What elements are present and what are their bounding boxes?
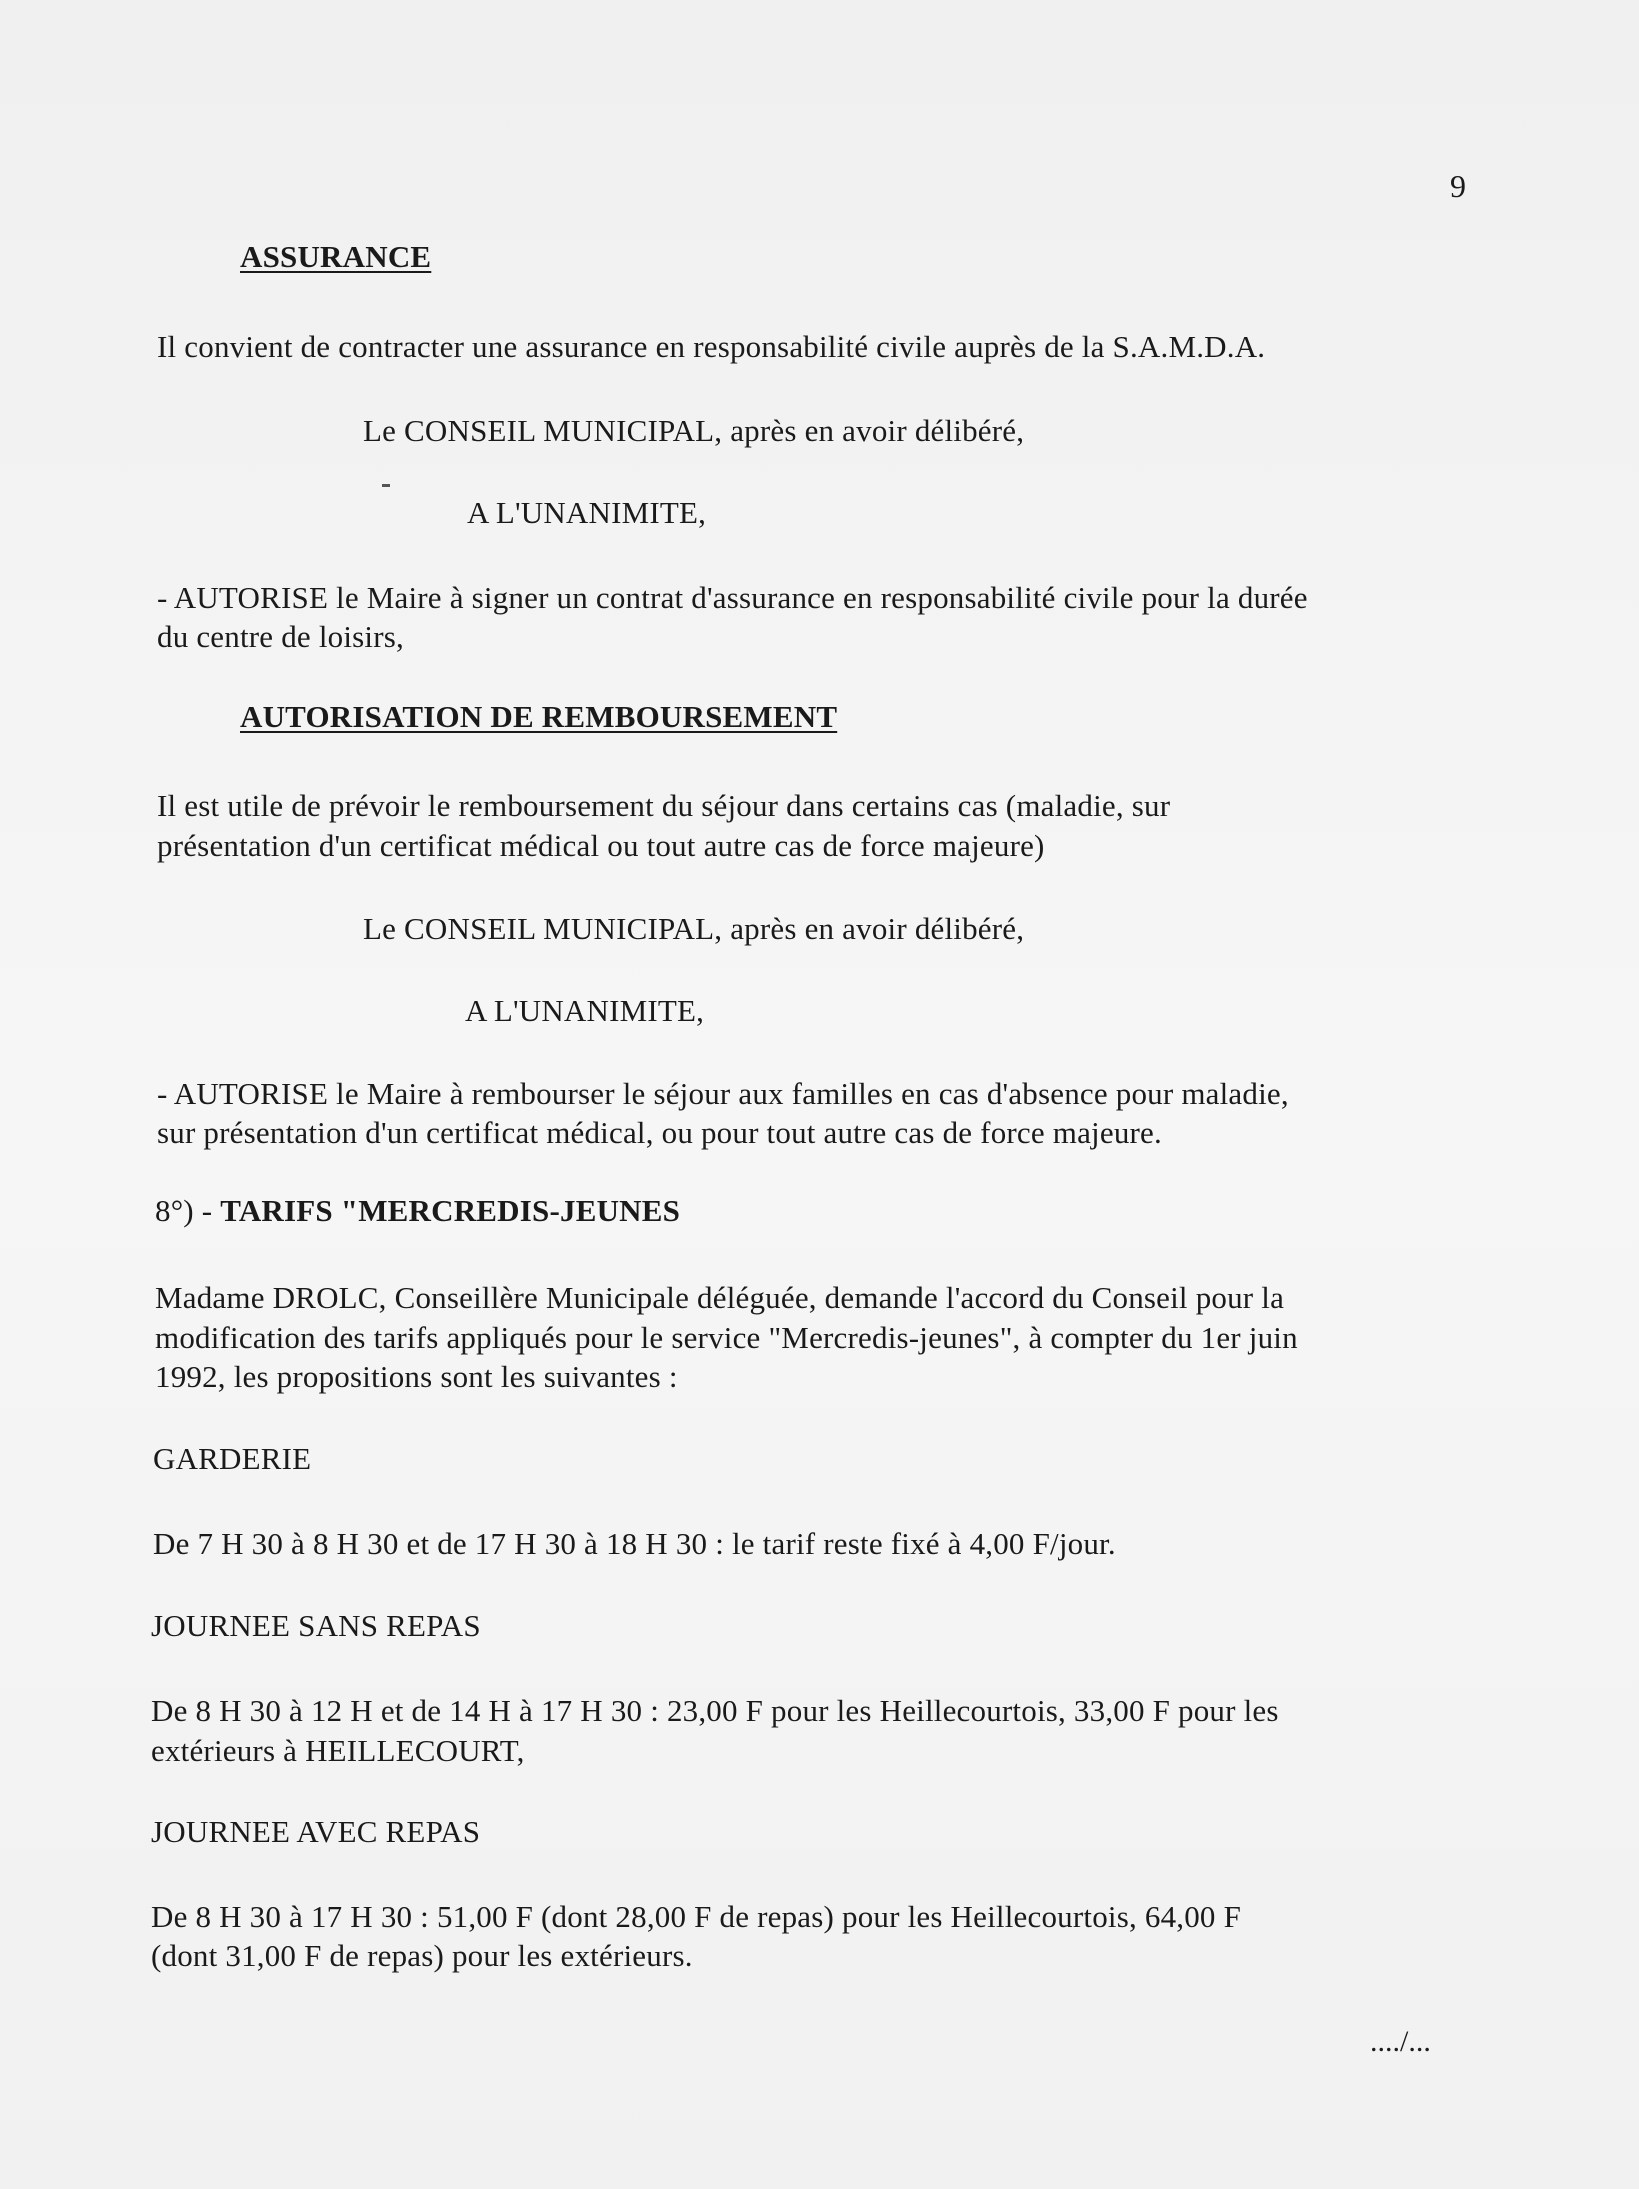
tarifs-intro-line3: 1992, les propositions sont les suivantes : — [155, 1359, 678, 1394]
sans-repas-label: JOURNEE SANS REPAS — [151, 1608, 481, 1643]
assurance-decision-line1: - AUTORISE le Maire à signer un contrat d'assurance en responsabilité civile pour la durée — [157, 580, 1308, 615]
remboursement-decision-line2: sur présentation d'un certificat médical, ou pour tout autre cas de force majeure. — [157, 1115, 1162, 1150]
avec-repas-line1: De 8 H 30 à 17 H 30 : 51,00 F (dont 28,00 F de repas) pour les Heillecourtois, 64,00 F — [151, 1899, 1242, 1934]
remboursement-text-line1: Il est utile de prévoir le remboursement du séjour dans certains cas (maladie, sur — [157, 788, 1171, 823]
avec-repas-line2: (dont 31,00 F de repas) pour les extérieurs. — [151, 1938, 693, 1973]
remboursement-text-line2: présentation d'un certificat médical ou tout autre cas de force majeure) — [157, 828, 1045, 863]
assurance-council: Le CONSEIL MUNICIPAL, après en avoir délibéré, — [363, 413, 1025, 448]
assurance-decision-line2: du centre de loisirs, — [157, 619, 404, 654]
continuation-mark: ..../... — [1370, 2025, 1431, 2058]
sans-repas-line1: De 8 H 30 à 12 H et de 14 H à 17 H 30 : 23,00 F pour les Heillecourtois, 33,00 F pour les — [151, 1693, 1279, 1728]
avec-repas-label: JOURNEE AVEC REPAS — [151, 1814, 481, 1849]
page-number: 9 — [1450, 168, 1466, 204]
garderie-label: GARDERIE — [153, 1441, 312, 1476]
remboursement-council: Le CONSEIL MUNICIPAL, après en avoir délibéré, — [363, 911, 1025, 946]
tarifs-heading — [155, 1191, 680, 1231]
assurance-text: Il convient de contracter une assurance en responsabilité civile auprès de la S.A.M.D.A. — [157, 329, 1266, 364]
assurance-unanimity: A L'UNANIMITE, — [467, 495, 707, 530]
stray-mark — [382, 484, 390, 487]
heading-assurance: ASSURANCE — [240, 239, 432, 274]
heading-remboursement: AUTORISATION DE REMBOURSEMENT — [240, 699, 838, 734]
sans-repas-line2: extérieurs à HEILLECOURT, — [151, 1733, 525, 1768]
tarifs-intro-line1: Madame DROLC, Conseillère Municipale déléguée, demande l'accord du Conseil pour la — [155, 1280, 1285, 1315]
remboursement-decision-line1: - AUTORISE le Maire à rembourser le séjour aux familles en cas d'absence pour maladie, — [157, 1076, 1289, 1111]
tarifs-number: 8°) - — [155, 1193, 221, 1228]
tarifs-title: TARIFS "MERCREDIS-JEUNES — [220, 1193, 681, 1228]
tarifs-intro-line2: modification des tarifs appliqués pour le service "Mercredis-jeunes", à compter du 1er juin — [155, 1320, 1298, 1355]
remboursement-unanimity: A L'UNANIMITE, — [465, 993, 705, 1028]
garderie-text: De 7 H 30 à 8 H 30 et de 17 H 30 à 18 H 30 : le tarif reste fixé à 4,00 F/jour. — [153, 1526, 1116, 1561]
